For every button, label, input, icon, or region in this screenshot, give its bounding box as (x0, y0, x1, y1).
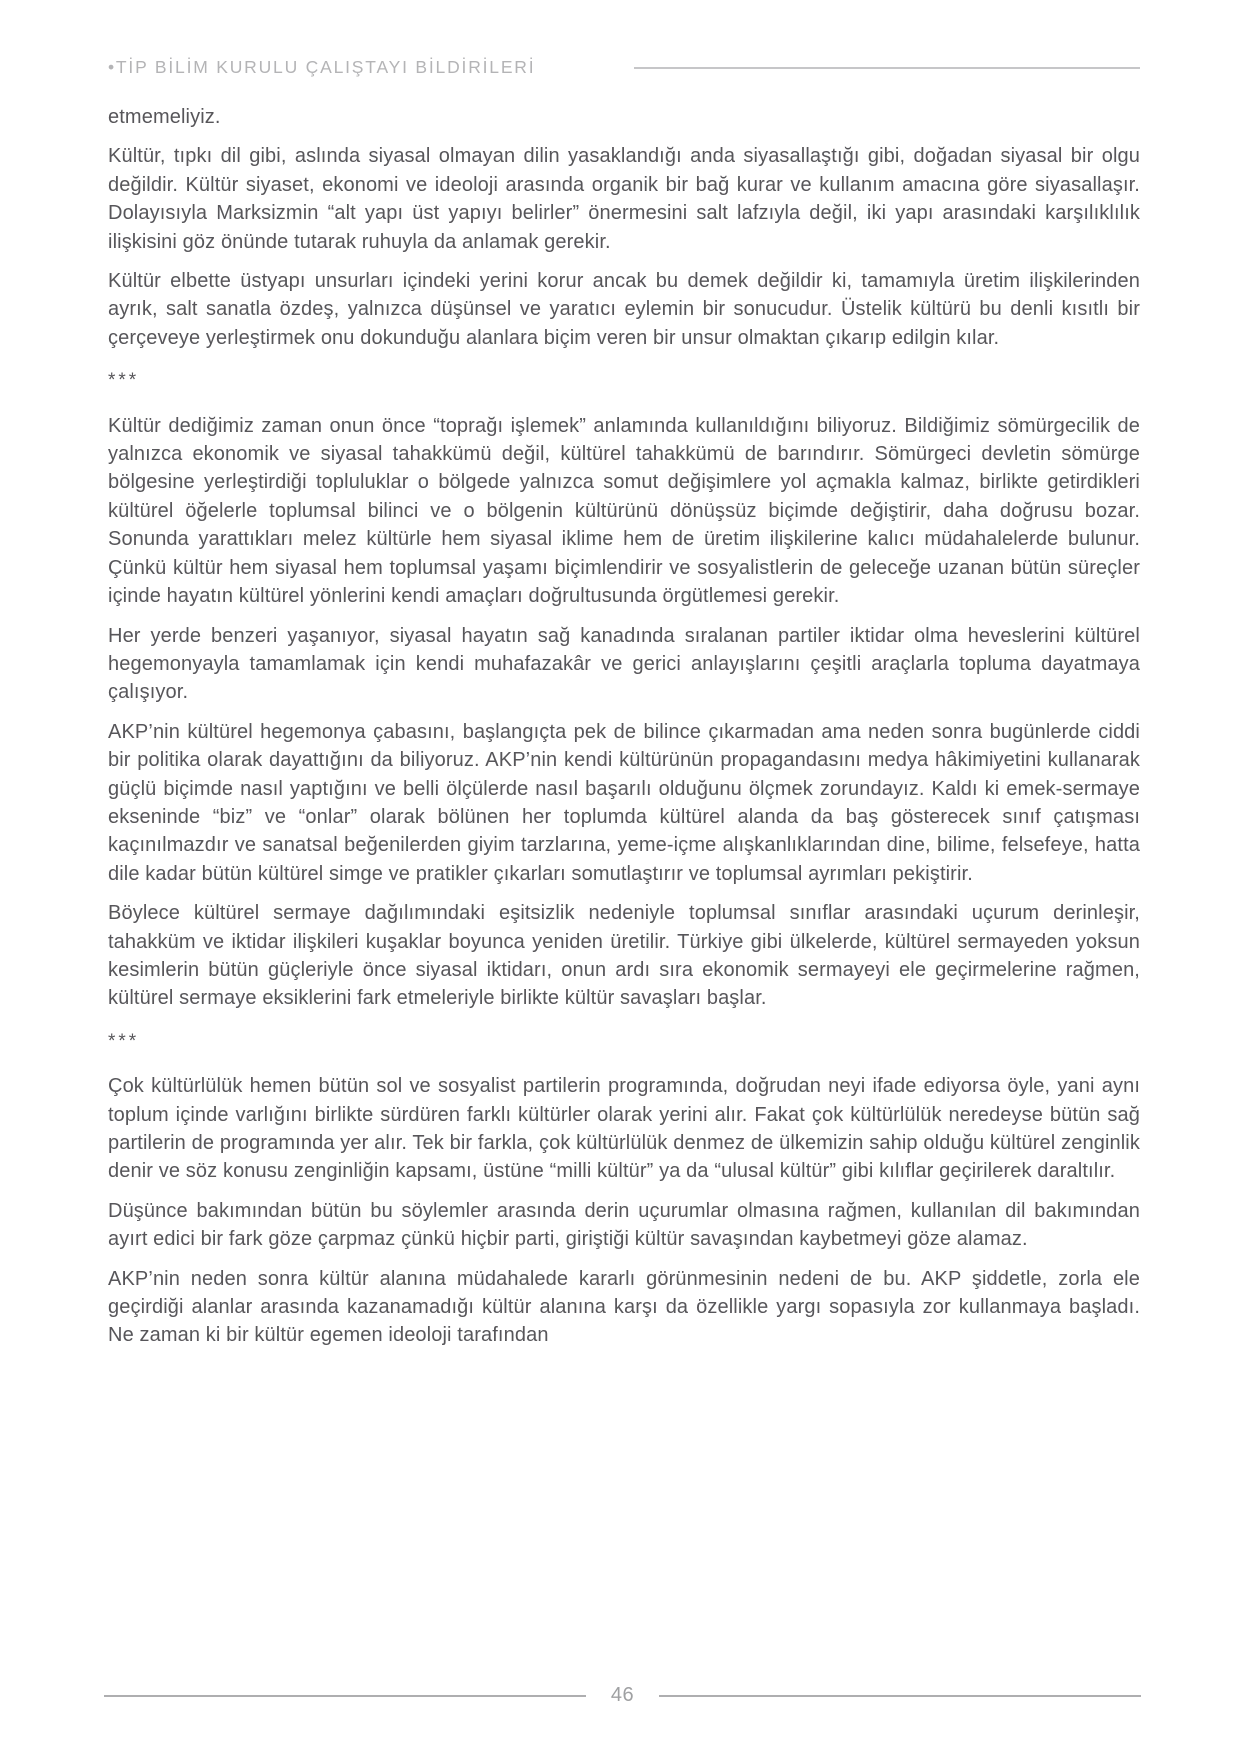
paragraph: Kültür elbette üstyapı unsurları içindeki yerini korur ancak bu demek değildir ki, tamamıyla üretim ilişkilerinden ayrık, salt sanatla özdeş, yalnızca düşünsel ve yaratıcı eylemin bir sonucudur. Üstelik kültürü bu denli kısıtlı bir çerçeveye yerleştirmek onu dokunduğu alanlara biçim veren bir unsur olmaktan çıkarıp edilgin kılar. (108, 270, 1140, 349)
footer-rule-right (659, 1695, 1141, 1697)
section-separator: *** (108, 1030, 140, 1052)
paragraph: Çok kültürlülük hemen bütün sol ve sosyalist partilerin programında, doğrudan neyi ifade ediyorsa öyle, yani aynı toplum içinde varlığını birlikte sürdüren farklı kültürler olarak yerini alır. Fakat çok kültürlülük neredeyse bütün sağ partilerin de programında yer alır. Tek bir farkla, çok kültürlülük denmez de ülkemizin sahip olduğu kültürel zenginlik denir ve söz konusu zenginliğin kapsamı, üstüne “milli kültür” ya da “ulusal kültür” gibi kılıflar geçirilerek daraltılır. (108, 1075, 1140, 1183)
footer-rule-left (104, 1695, 586, 1697)
section-separator: *** (108, 370, 140, 392)
paragraph: AKP’nin kültürel hegemonya çabasını, başlangıçta pek de bilince çıkarmadan ama neden sonra bugünlerde ciddi bir politika olarak dayattığını da biliyoruz. AKP’nin kendi kültürünün propagandasını medya hâkimiyetini kullanarak güçlü biçimde nasıl yaptığını ve belli ölçülerde nasıl başarılı olduğunu ölçmek zorundayız. Kaldı ki emek-sermaye ekseninde “biz” ve “onlar” olarak bölünen her toplumda kültürel alanda da baş gösterecek sınıf çatışması kaçınılmazdır ve sanatsal beğenilerden giyim tarzlarına, yeme-içme alışkanlıklarından dine, bilime, felsefeye, hatta dile kadar bütün kültürel simge ve pratikler çıkarları somutlaştırır ve toplumsal ayrımları pekiştirir. (108, 720, 1140, 885)
page-footer (104, 1684, 1141, 1707)
page-header (108, 57, 1140, 78)
paragraph: Kültür, tıpkı dil gibi, aslında siyasal olmayan dilin yasaklandığı anda siyasallaştığı gibi, doğadan siyasal bir olgu değildir. Kültür siyaset, ekonomi ve ideoloji arasında organik bir bağ kurar ve kullanım amacına göre siyasallaşır. Dolayısıyla Marksizmin “alt yapı üst yapıyı belirler” önermesini salt lafzıyla değil, iki yapı arasındaki karşılıklılık ilişkisini göz önünde tutarak ruhuyla da anlamak gerekir. (108, 145, 1140, 253)
paragraph: Her yerde benzeri yaşanıyor, siyasal hayatın sağ kanadında sıralanan partiler iktidar olma heveslerini kültürel hegemonyayla tamamlamak için kendi muhafazakâr ve gerici anlayışlarını çeşitli araçlarla topluma dayatmaya çalışıyor. (108, 624, 1140, 704)
paragraph: AKP’nin neden sonra kültür alanına müdahalede kararlı görünmesinin nedeni de bu. AKP şiddetle, zorla ele geçirdiği alanlar arasında kazanamadığı kültür alanına karşı da özellikle yargı sopasıyla zor kullanmaya başladı. Ne zaman ki bir kültür egemen ideoloji tarafından (108, 1267, 1140, 1347)
paragraph: Düşünce bakımından bütün bu söylemler arasında derin uçurumlar olmasına rağmen, kullanılan dil bakımından ayırt edici bir fark göze çarpmaz çünkü hiçbir parti, giriştiği kültür savaşından kaybetmeyi göze alamaz. (108, 1199, 1140, 1251)
paragraph: etmemeliyiz. (108, 106, 221, 128)
header-rule (634, 67, 1140, 69)
page-number: 46 (610, 1684, 635, 1706)
paragraph: Böylece kültürel sermaye dağılımındaki eşitsizlik nedeniyle toplumsal sınıflar arasındaki uçurum derinleşir, tahakküm ve iktidar ilişkileri kuşaklar boyunca yeniden üretilir. Türkiye gibi ülkelerde, kültürel sermayeden yoksun kesimlerin bütün güçleriyle önce siyasal iktidarı, onun ardı sıra ekonomik sermayeyi ele geçirmelerine rağmen, kültürel sermaye eksiklerini fark etmeleriyle birlikte kültür savaşları başlar. (108, 902, 1140, 1010)
page-body (108, 103, 1140, 1361)
paragraph: Kültür dediğimiz zaman onun önce “toprağı işlemek” anlamında kullanıldığını biliyoruz. Bildiğimiz sömürgecilik de yalnızca ekonomik ve siyasal tahakkümü değil, kültürel tahakkümü de barındırır. Sömürgeci devletin sömürge bölgesine yerleştirdiği topluluklar o bölgede yalnızca somut değişimlere yol açmakla kalmaz, birlikte getirdikleri kültürel öğelerle toplumsal bilinci ve o bölgenin kültürünü dönüşsüz biçimde değiştirir, daha doğrusu bozar. Sonunda yarattıkları melez kültürle hem siyasal iklime hem de üretim ilişkilerine kalıcı müdahalelerde bulunur. Çünkü kültür hem siyasal hem toplumsal yaşamı biçimlendirir ve sosyalistlerin de geleceğe uzanan bütün süreçler içinde hayatın kültürel yönlerini kendi amaçları doğrultusunda örgütlemesi gerekir. (108, 414, 1140, 608)
running-header-title: •TİP BİLİM KURULU ÇALIŞTAYI BİLDİRİLERİ (108, 57, 536, 77)
